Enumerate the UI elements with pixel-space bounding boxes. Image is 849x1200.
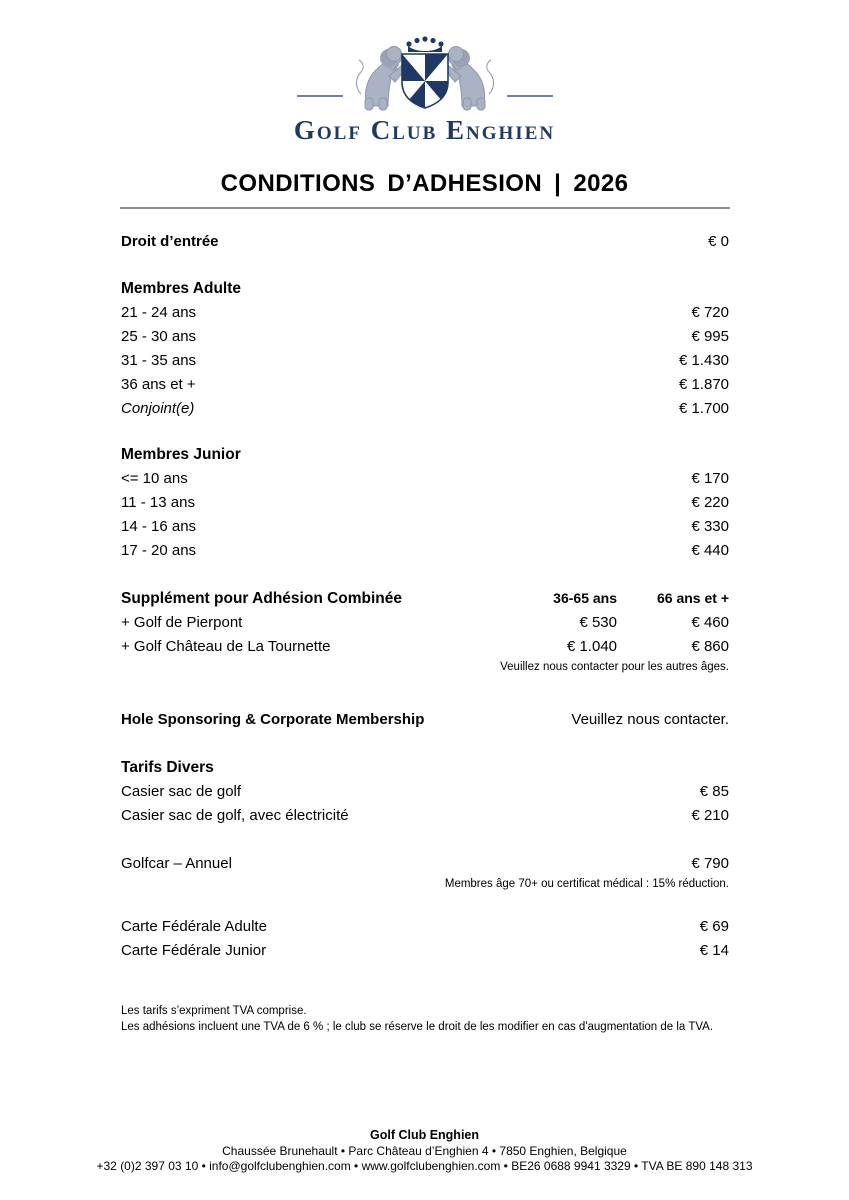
adult-row-label: Conjoint(e) xyxy=(121,400,195,417)
adult-row-price: € 1.700 xyxy=(678,400,729,417)
adult-row-spouse xyxy=(121,397,729,421)
entry-fee-label: Droit d’entrée xyxy=(121,233,219,250)
junior-row-price: € 440 xyxy=(691,542,729,559)
divers-row-price: € 85 xyxy=(699,783,729,800)
adult-row-label: 21 - 24 ans xyxy=(121,304,197,321)
golfcar-row xyxy=(121,852,729,876)
entry-fee-row xyxy=(121,230,729,254)
club-logo xyxy=(0,36,849,146)
federal-card-price: € 69 xyxy=(699,918,729,935)
junior-row xyxy=(121,491,729,515)
legal-notes xyxy=(121,1003,729,1035)
junior-row-label: 17 - 20 ans xyxy=(121,542,197,559)
combined-row-label: + Golf de Pierpont xyxy=(121,614,243,631)
crown-icon xyxy=(406,36,443,52)
adult-row-price: € 1.430 xyxy=(678,352,729,369)
combined-row-price2: € 860 xyxy=(691,638,729,655)
combined-row-label: + Golf Château de La Tournette xyxy=(121,638,331,655)
divers-row-price: € 210 xyxy=(691,807,729,824)
federal-card-price: € 14 xyxy=(699,942,729,959)
combined-col1-header: 36-65 ans xyxy=(553,590,617,606)
club-name: Golf Club Enghien xyxy=(293,115,556,145)
title-divider xyxy=(120,207,730,209)
golfcar-price: € 790 xyxy=(691,855,729,872)
adult-row xyxy=(121,373,729,397)
combined-header-row xyxy=(121,586,729,611)
combined-section-heading: Supplément pour Adhésion Combinée xyxy=(121,590,403,607)
legal-line-1: Les tarifs s’expriment TVA comprise. xyxy=(121,1005,307,1017)
junior-row-price: € 220 xyxy=(691,494,729,511)
adult-row-price: € 995 xyxy=(691,328,729,345)
adult-row xyxy=(121,349,729,373)
federal-card-label: Carte Fédérale Adulte xyxy=(121,918,267,935)
club-crest-icon xyxy=(295,36,555,114)
golfcar-note: Membres âge 70+ ou certificat médical : 15% réduction. xyxy=(444,878,729,890)
federal-card-row xyxy=(121,915,729,939)
junior-row-label: <= 10 ans xyxy=(121,470,188,487)
pricing-content xyxy=(121,230,729,1035)
footer-address: Chaussée Brunehault • Parc Château d’Enghien 4 • 7850 Enghien, Belgique xyxy=(222,1143,627,1158)
lion-right-icon xyxy=(445,47,494,111)
page-footer xyxy=(0,1128,849,1175)
combined-row xyxy=(121,611,729,635)
page-title: CONDITIONS D’ADHESION | 2026 xyxy=(220,170,629,197)
adult-row-price: € 1.870 xyxy=(678,376,729,393)
junior-row xyxy=(121,515,729,539)
adult-row-price: € 720 xyxy=(691,304,729,321)
combined-note: Veuillez nous contacter pour les autres âges. xyxy=(500,661,729,673)
legal-line-2: Les adhésions incluent une TVA de 6 % ; le club se réserve le droit de les modifier en cas d'augmentation de la TVA. xyxy=(121,1021,714,1033)
federal-card-row xyxy=(121,939,729,963)
adult-row xyxy=(121,301,729,325)
entry-fee-price: € 0 xyxy=(708,233,729,250)
footer-contact: +32 (0)2 397 03 10 • info@golfclubenghien.com • www.golfclubenghien.com • BE26 0688 9941 3329 • TVA BE 890 148 313 xyxy=(96,1159,753,1173)
combined-row xyxy=(121,635,729,659)
sponsoring-value: Veuillez nous contacter. xyxy=(571,711,729,728)
divers-row-label: Casier sac de golf, avec électricité xyxy=(121,807,349,824)
sponsoring-label: Hole Sponsoring & Corporate Membership xyxy=(121,711,425,728)
adult-row-label: 25 - 30 ans xyxy=(121,328,197,345)
combined-row-price2: € 460 xyxy=(691,614,729,631)
lion-left-icon xyxy=(356,47,405,111)
golfcar-label: Golfcar – Annuel xyxy=(121,855,232,872)
footer-club-name: Golf Club Enghien xyxy=(369,1128,479,1142)
shield-icon xyxy=(397,48,453,114)
federal-card-label: Carte Fédérale Junior xyxy=(121,942,267,959)
adult-row-label: 36 ans et + xyxy=(121,376,196,393)
junior-row xyxy=(121,467,729,491)
divers-row xyxy=(121,780,729,804)
divers-section-heading: Tarifs Divers xyxy=(121,759,214,776)
junior-row-price: € 330 xyxy=(691,518,729,535)
combined-col2-header: 66 ans et + xyxy=(657,590,729,606)
junior-row xyxy=(121,539,729,563)
combined-row-price1: € 1.040 xyxy=(566,638,617,655)
adult-row xyxy=(121,325,729,349)
divers-row xyxy=(121,804,729,828)
adult-row-label: 31 - 35 ans xyxy=(121,352,197,369)
junior-section-heading: Membres Junior xyxy=(121,446,241,463)
junior-row-label: 11 - 13 ans xyxy=(121,494,195,511)
adult-section-heading: Membres Adulte xyxy=(121,280,242,297)
junior-row-price: € 170 xyxy=(691,470,729,487)
sponsoring-row xyxy=(121,708,729,732)
divers-row-label: Casier sac de golf xyxy=(121,783,242,800)
combined-row-price1: € 530 xyxy=(579,614,617,631)
junior-row-label: 14 - 16 ans xyxy=(121,518,197,535)
